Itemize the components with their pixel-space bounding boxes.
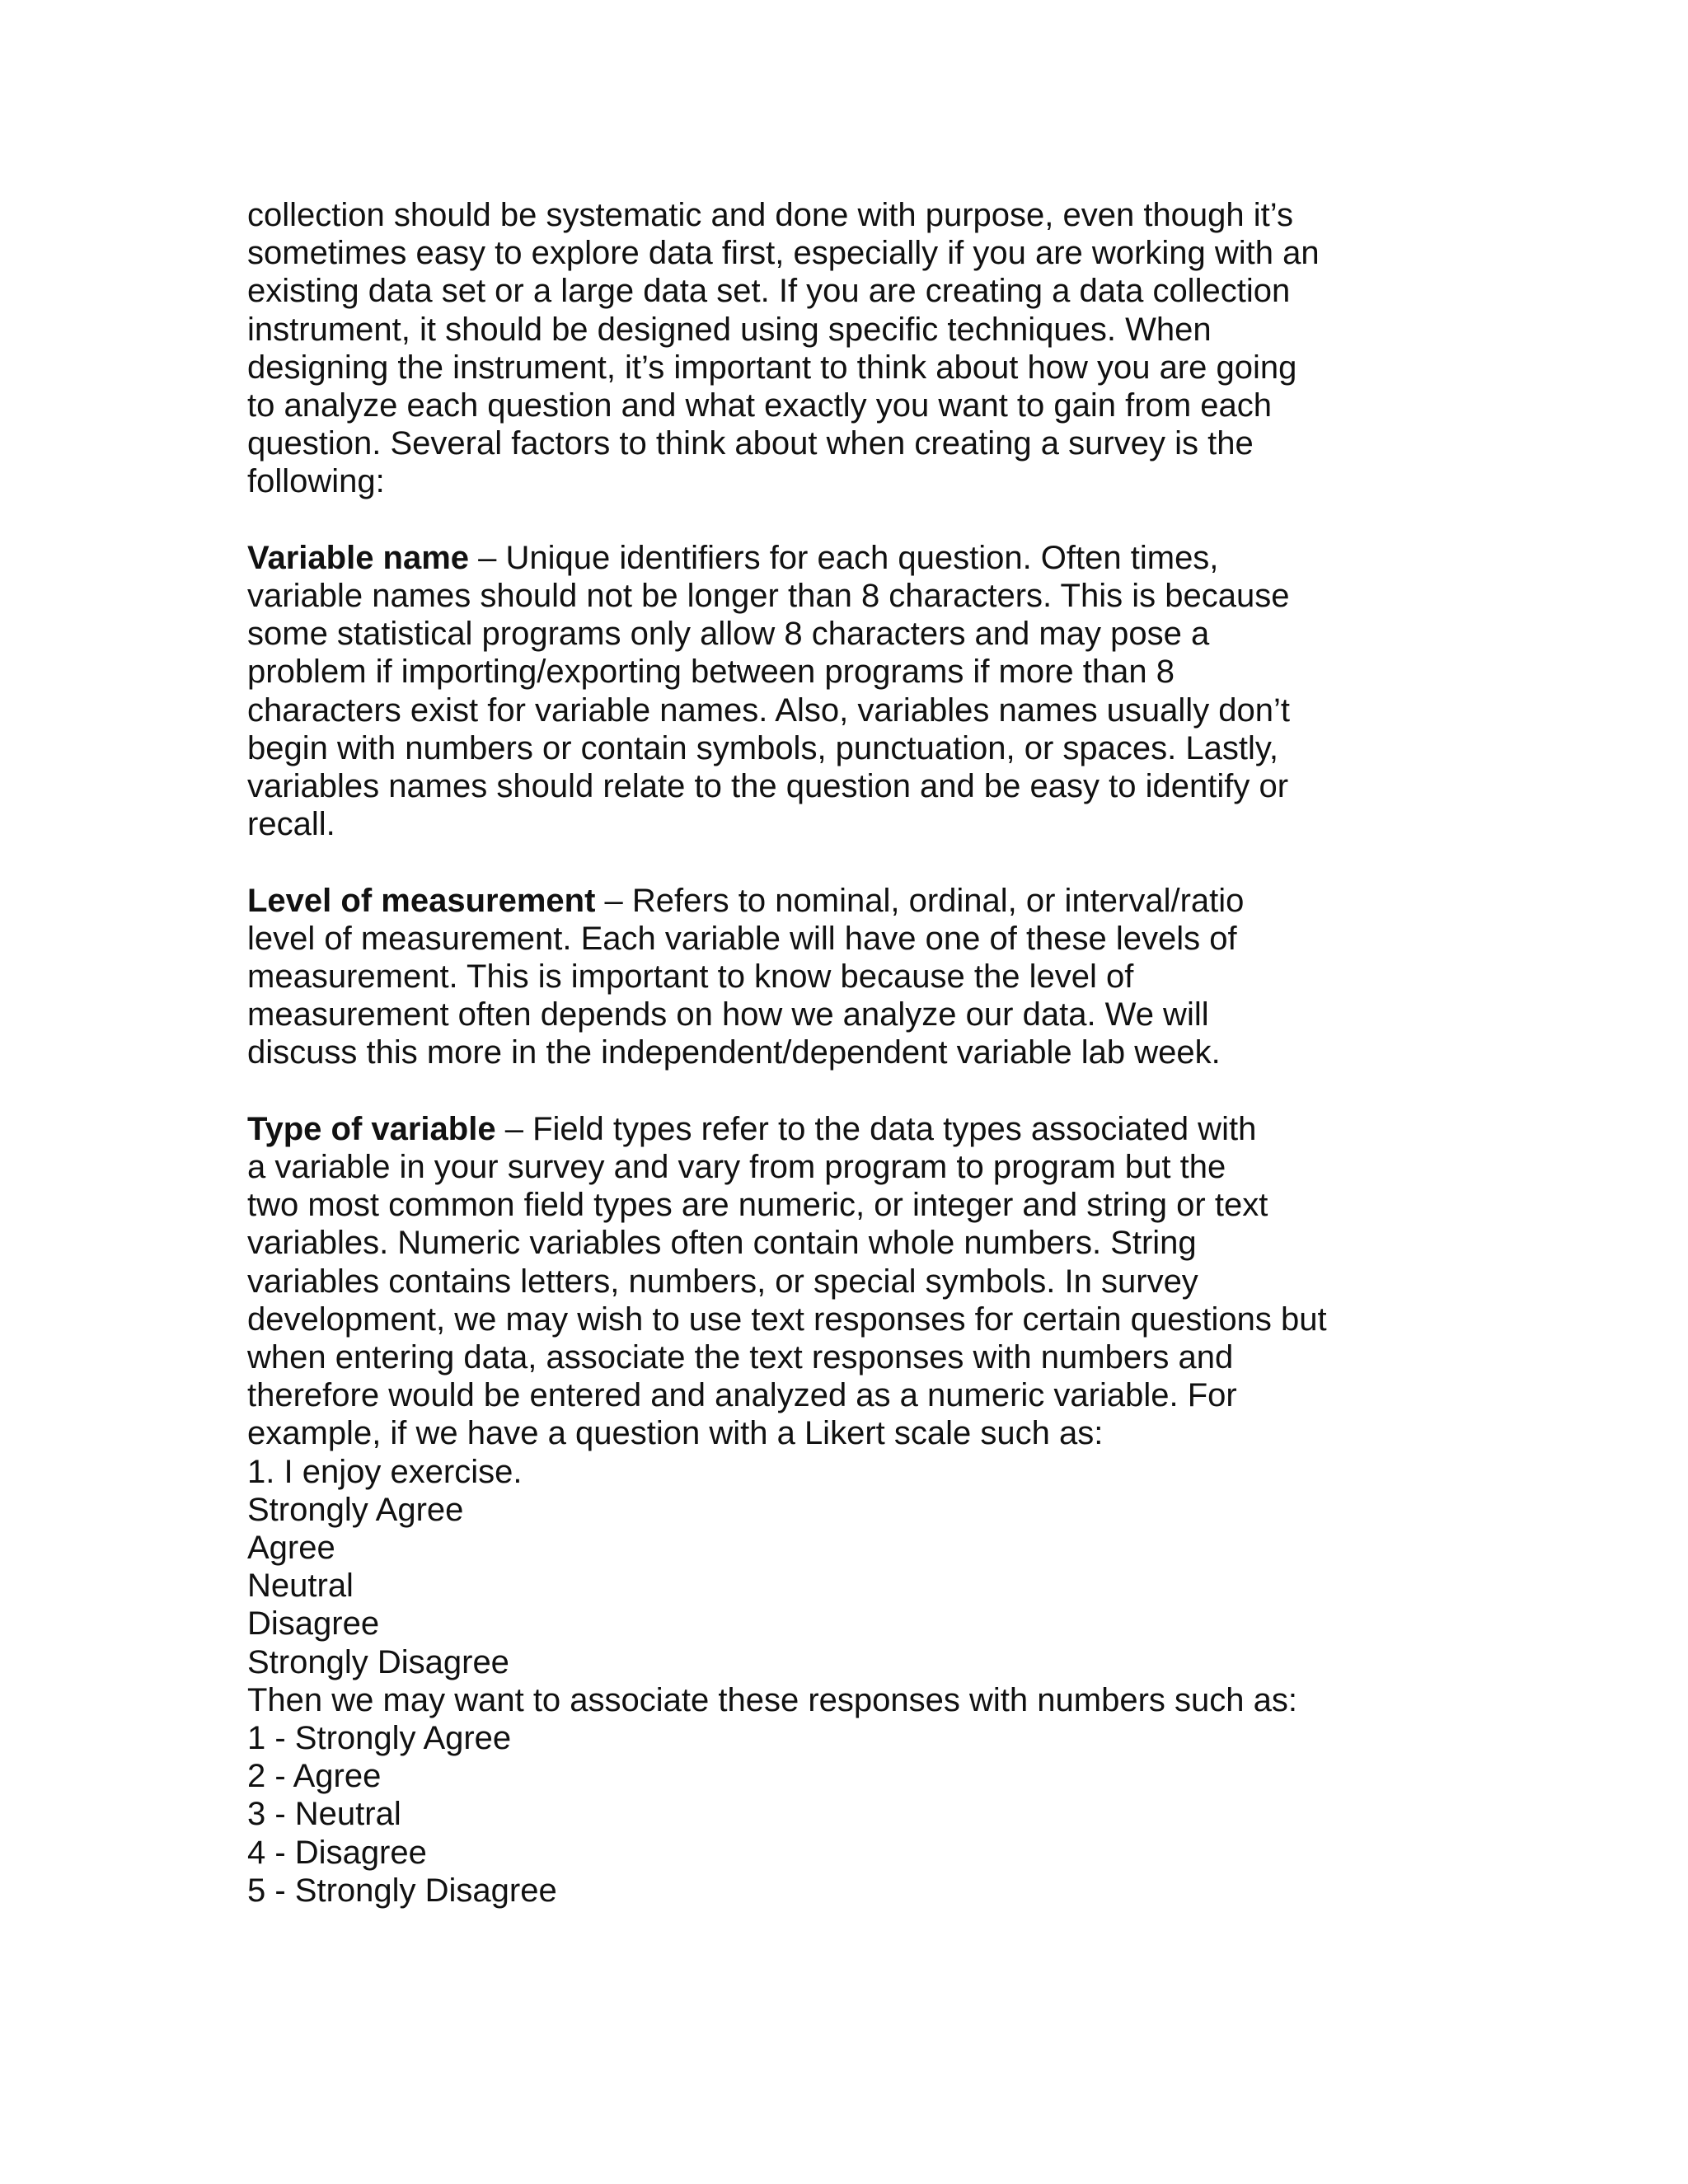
type-of-variable-paragraph	[247, 1110, 1352, 1453]
variable-name-term: Variable name	[247, 539, 470, 576]
list-item: 4 - Disagree	[247, 1834, 427, 1871]
variable-name-paragraph	[247, 539, 1352, 844]
list-item: Strongly Disagree	[247, 1643, 509, 1680]
type-of-variable-term: Type of variable	[247, 1110, 496, 1147]
list-item: 3 - Neutral	[247, 1796, 401, 1833]
variable-name-text: – Unique identifiers for each question. Often times, variable names should not be longer than 8 characters. This is because some statistical programs only allow 8 characters and may pose a problem if importing/exporting between programs if more than 8 characters exist for variable names. Also, variables names usually don’t begin with numbers or contain symbols, punctuation, or spaces. Lastly, variables names should relate to the question and be easy to identify or recall.	[247, 539, 1291, 843]
mapping-intro: Then we may want to associate these responses with numbers such as:	[247, 1681, 1297, 1718]
type-of-variable-text: – Field types refer to the data types associated with a variable in your survey and vary from program to program but the two most common field types are numeric, or integer and string or text variables. Numeric variables often contain whole numbers. String variables contains letters, numbers, or special symbols. In survey development, we may wish to use text responses for certain questions but when entering data, associate the text responses with numbers and therefore would be entered and analyzed as a numeric variable. For example, if we have a question with a Likert scale such as:	[247, 1110, 1327, 1452]
list-item: Strongly Agree	[247, 1491, 464, 1528]
list-item: 2 - Agree	[247, 1758, 382, 1795]
level-of-measurement-paragraph	[247, 882, 1352, 1072]
level-of-measurement-text: – Refers to nominal, ordinal, or interval/ratio level of measurement. Each variable will have one of these levels of measurement. This is important to know because the level of measurement often depends on how we analyze our data. We will discuss this more in the independent/dependent variable lab week.	[247, 882, 1245, 1071]
numeric-mapping-list	[247, 1719, 1352, 1910]
list-item: Neutral	[247, 1568, 354, 1605]
list-item: Agree	[247, 1530, 335, 1567]
document-page	[247, 196, 1352, 1910]
intro-paragraph: collection should be systematic and done with purpose, even though it’s sometimes easy to explore data first, especially if you are working with an existing data set or a large data set. If you are creating a data collection instrument, it should be designed using specific techniques. When designing the instrument, it’s important to think about how you are going to analyze each question and what exactly you want to gain from each question. Several factors to think about when creating a survey is the following:	[247, 197, 1320, 500]
likert-question: 1. I enjoy exercise.	[247, 1453, 523, 1490]
list-item: 5 - Strongly Disagree	[247, 1872, 557, 1909]
list-item: Disagree	[247, 1605, 380, 1643]
list-item: 1 - Strongly Agree	[247, 1720, 512, 1757]
likert-options-list	[247, 1491, 1352, 1681]
level-of-measurement-term: Level of measurement	[247, 882, 596, 919]
